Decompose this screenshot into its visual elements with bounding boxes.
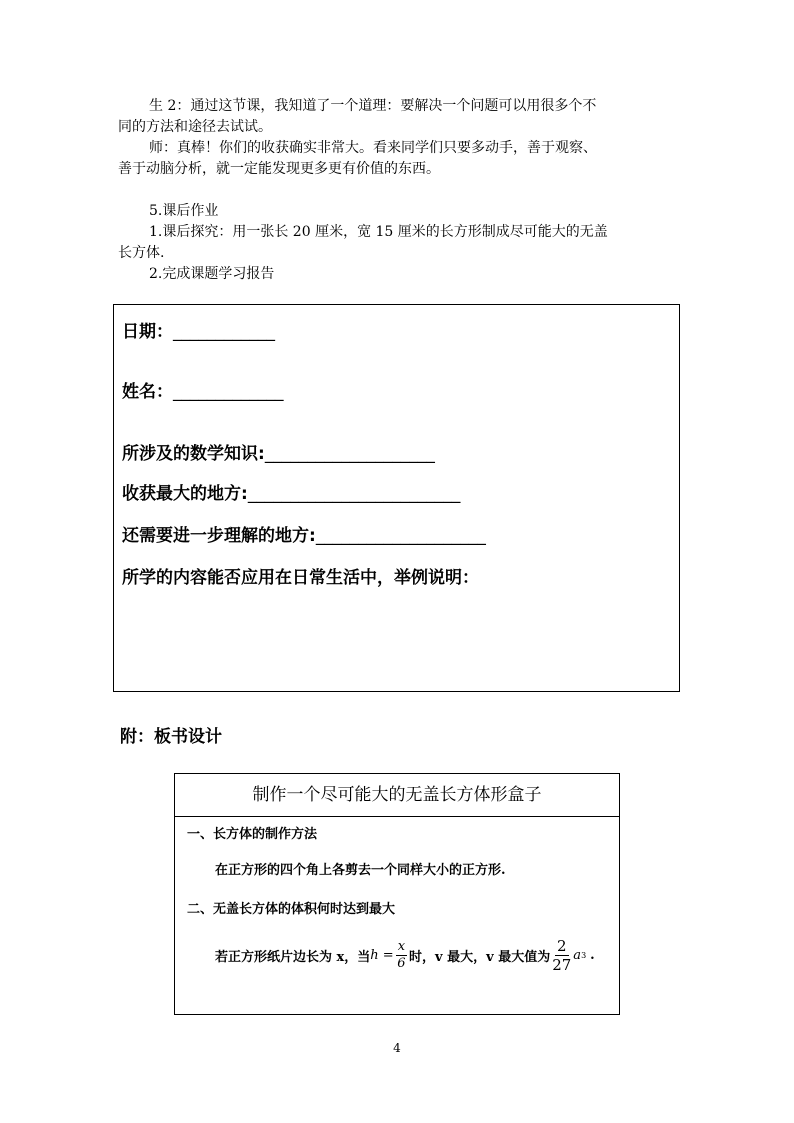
homework-item-cont: 长方体. bbox=[118, 245, 165, 261]
fraction-2-over-27 bbox=[552, 937, 571, 974]
board-section-1: 一、长方体的制作方法 bbox=[187, 827, 318, 842]
knowledge-field bbox=[122, 439, 435, 464]
name-field bbox=[122, 377, 284, 402]
gain-field bbox=[122, 479, 460, 504]
date-blank: ____________ bbox=[173, 322, 275, 342]
date-label: 日期： bbox=[122, 322, 173, 342]
board-formula bbox=[215, 935, 595, 975]
further-blank: ____________________ bbox=[315, 526, 486, 546]
knowledge-label: 所涉及的数学知识: bbox=[122, 444, 265, 464]
fraction-denominator: 6 bbox=[397, 955, 406, 971]
gain-blank: _________________________ bbox=[247, 484, 461, 504]
study-report-box bbox=[113, 304, 680, 692]
board-design-box bbox=[174, 773, 620, 1015]
paragraph-line: 善于动脑分析，就一定能发现更多更有价值的东西。 bbox=[118, 161, 440, 177]
appendix-title: 附：板书设计 bbox=[120, 727, 222, 747]
name-label: 姓名： bbox=[122, 382, 173, 402]
further-field bbox=[122, 521, 486, 546]
paragraph-line: 生 2：通过这节课，我知道了一个道理：要解决一个问题可以用很多个不 bbox=[149, 98, 597, 114]
homework-title: 5.课后作业 bbox=[149, 203, 219, 219]
page-number: 4 bbox=[393, 1041, 401, 1055]
board-title: 制作一个尽可能大的无盖长方体形盒子 bbox=[175, 774, 619, 817]
formula-prefix: 若正方形纸片边长为 x，当 bbox=[215, 949, 371, 965]
fraction-x-over-6 bbox=[396, 939, 407, 972]
board-section-2: 二、无盖长方体的体积何时达到最大 bbox=[187, 902, 396, 917]
paragraph-line: 同的方法和途径去试试。 bbox=[118, 119, 272, 135]
formula-exponent: 3 bbox=[581, 950, 587, 960]
apply-label: 所学的内容能否应用在日常生活中，举例说明： bbox=[122, 568, 479, 588]
name-blank: _____________ bbox=[173, 382, 284, 402]
homework-item: 1.课后探究：用一张长 20 厘米，宽 15 厘米的长方形制成尽可能大的无盖 bbox=[149, 224, 608, 240]
fraction-denominator: 27 bbox=[552, 955, 572, 974]
fraction-numerator: 2 bbox=[556, 936, 567, 955]
date-field bbox=[122, 317, 275, 342]
gain-label: 收获最大的地方: bbox=[122, 484, 248, 504]
formula-end: . bbox=[590, 947, 595, 963]
knowledge-blank: ____________________ bbox=[264, 444, 435, 464]
apply-field bbox=[122, 563, 479, 588]
paragraph-line: 师：真棒！你们的收获确实非常大。看来同学们只要多动手，善于观察、 bbox=[149, 140, 597, 156]
further-label: 还需要进一步理解的地方: bbox=[122, 526, 316, 546]
formula-variable: a bbox=[573, 947, 582, 963]
homework-item: 2.完成课题学习报告 bbox=[149, 266, 275, 282]
formula-h: h = bbox=[370, 947, 394, 963]
board-section-1-text: 在正方形的四个角上各剪去一个同样大小的正方形. bbox=[215, 863, 506, 878]
formula-middle: 时，v 最大，v 最大值为 bbox=[409, 949, 551, 965]
fraction-numerator: x bbox=[397, 938, 406, 954]
